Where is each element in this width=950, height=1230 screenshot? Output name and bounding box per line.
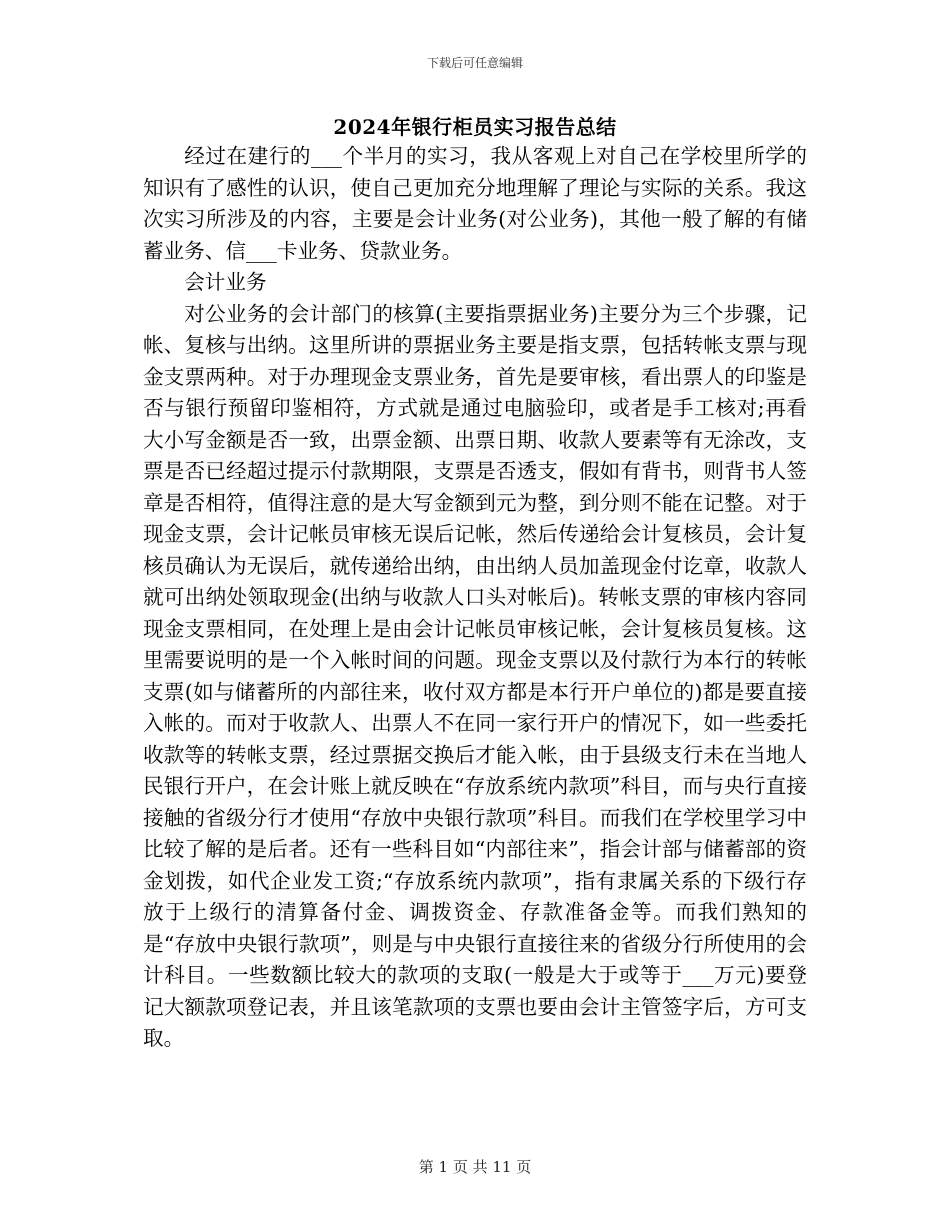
- paragraph-intro: 经过在建行的___个半月的实习，我从客观上对自己在学校里所学的知识有了感性的认识，使自己更加充分地理解了理论与实际的关系。我这次实习所涉及的内容，主要是会计业务(对公业务)，其他一般了解的有储蓄业务、信___卡业务、贷款业务。: [143, 144, 807, 263]
- document-title: 2024年银行柜员实习报告总结: [333, 115, 617, 139]
- paragraph-accounting-detail: 对公业务的会计部门的核算(主要指票据业务)主要分为三个步骤，记帐、复核与出纳。这里所讲的票据业务主要是指支票，包括转帐支票与现金支票两种。对于办理现金支票业务，首先是要审核，看出票人的印鉴是否与银行预留印鉴相符，方式就是通过电脑验印，或者是手工核对;再看大小写金额是否一致，出票金额、出票日期、收款人要素等有无涂改，支票是否已经超过提示付款期限，支票是否透支，假如有背书，则背书人签章是否相符，值得注意的是大写金额到元为整，到分则不能在记整。对于现金支票，会计记帐员审核无误后记帐，然后传递给会计复核员，会计复核员确认为无误后，就传递给出纳，由出纳人员加盖现金付讫章，收款人就可出纳处领取现金(出纳与收款人口头对帐后)。转帐支票的审核内容同现金支票相同，在处理上是由会计记帐员审核记帐，会计复核员复核。这里需要说明的是一个入帐时间的问题。现金支票以及付款行为本行的转帐支票(如与储蓄所的内部往来，收付双方都是本行开户单位的)都是要直接入帐的。而对于收款人、出票人不在同一家行开户的情况下，如一些委托收款等的转帐支票，经过票据交换后才能入帐，由于县级支行未在当地人民银行开户，在会计账上就反映在“存放系统内款项”科目，而与央行直接接触的省级分行才使用“存放中央银行款项”科目。而我们在学校里学习中比较了解的是后者。还有一些科目如“内部往来”，指会计部与储蓄部的资金划拨，如代企业发工资;“存放系统内款项”，指有隶属关系的下级行存放于上级行的清算备付金、调拨资金、存款准备金等。而我们熟知的是“存放中央银行款项”，则是与中央银行直接往来的省级分行所使用的会计科目。一些数额比较大的款项的支取(一般是大于或等于___万元)要登记大额款项登记表，并且该笔款项的支票也要由会计主管签字后，方可支取。: [143, 301, 807, 1050]
- document-body: [143, 141, 807, 1055]
- page-header-note: 下载后可任意编辑: [426, 56, 523, 70]
- page-number-footer: 第 1 页 共 11 页: [418, 1158, 532, 1176]
- section-heading-accounting: 会计业务: [184, 270, 267, 294]
